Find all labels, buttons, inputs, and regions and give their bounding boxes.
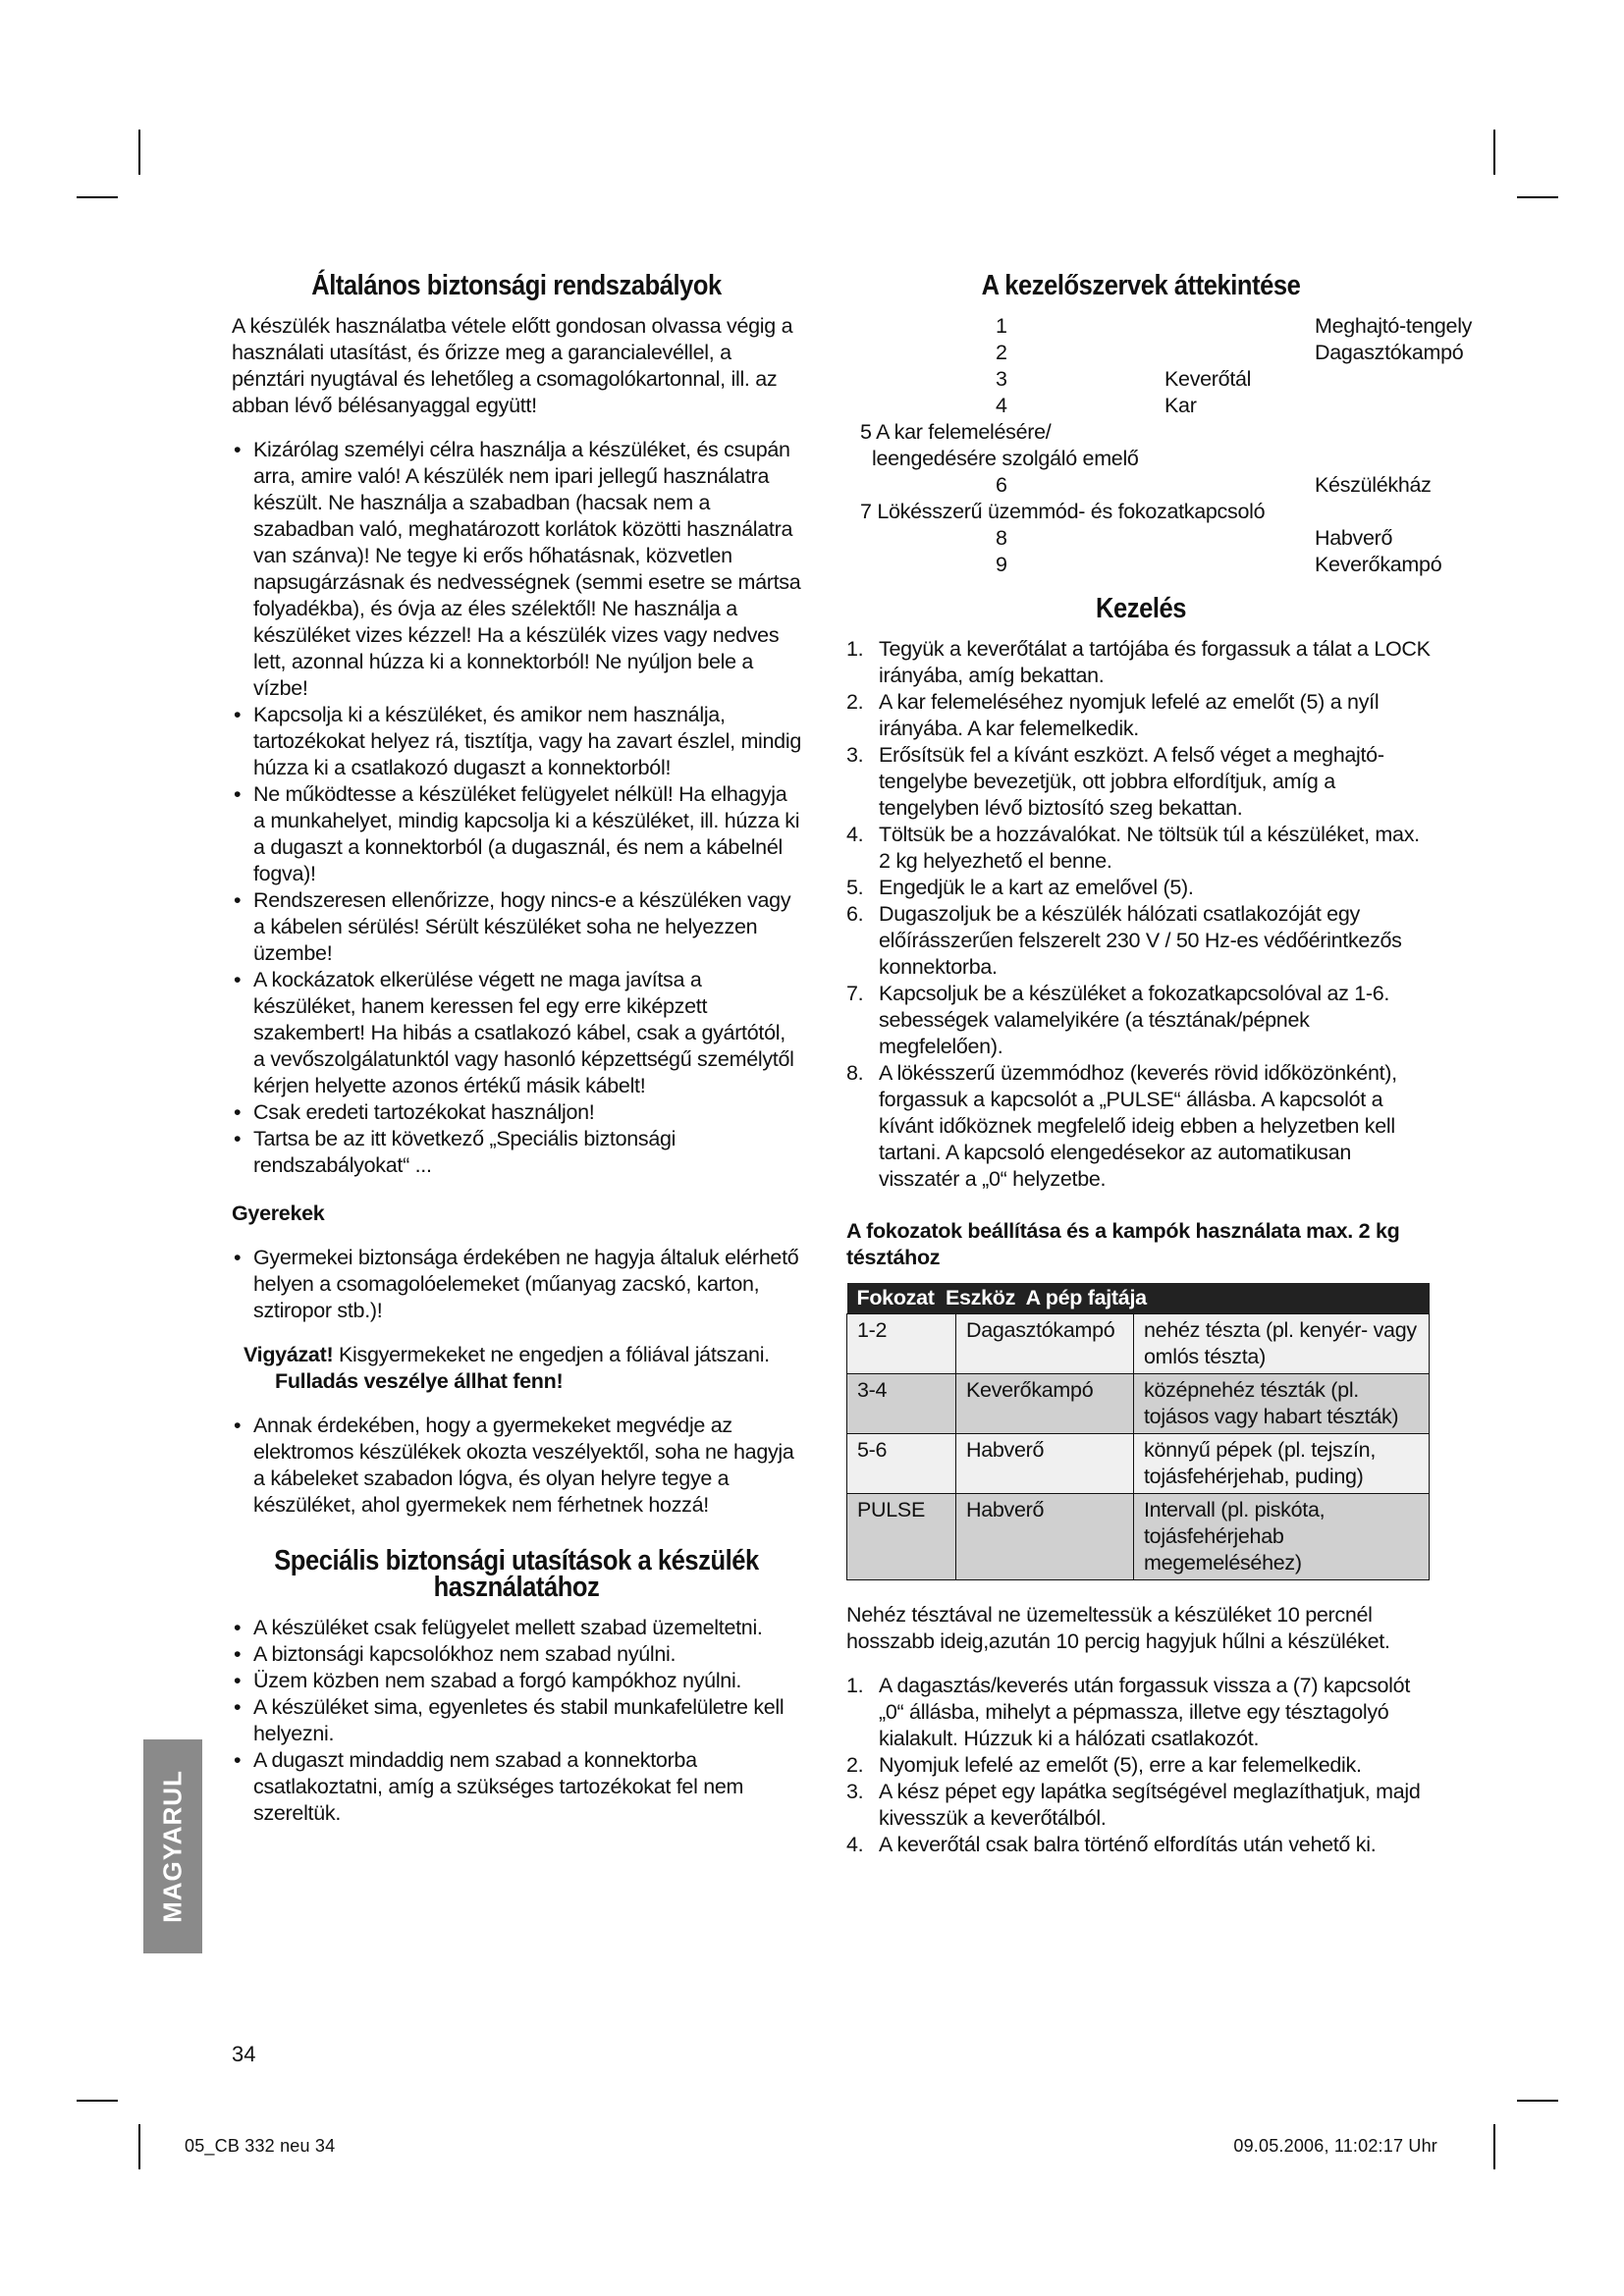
control-number: 4 bbox=[996, 394, 1007, 417]
control-number: 6 bbox=[996, 473, 1007, 497]
table-caption: A fokozatok beállítása és a kampók használata max. 2 kg tésztához bbox=[846, 1219, 1400, 1269]
table-cell: nehéz tészta (pl. kenyér- vagy omlós tészta) bbox=[1134, 1314, 1430, 1374]
operation-heading: Kezelés bbox=[1096, 593, 1186, 624]
right-column bbox=[846, 270, 1473, 1876]
table-cell: 1-2 bbox=[847, 1314, 956, 1374]
list-item bbox=[846, 1752, 1435, 1779]
step-number: 3. bbox=[846, 1780, 864, 1803]
table-header-row bbox=[847, 1283, 1430, 1314]
children-list bbox=[232, 1245, 801, 1324]
table-row bbox=[847, 1494, 1430, 1580]
table-cell: középnehéz tészták (pl. tojásos vagy habart tészták) bbox=[1134, 1374, 1430, 1434]
table-cell: Habverő bbox=[956, 1494, 1134, 1580]
control-label: Keverőtál bbox=[1164, 367, 1252, 391]
step-number: 8. bbox=[846, 1061, 864, 1085]
step-number: 2. bbox=[846, 1753, 864, 1777]
list-item bbox=[846, 1832, 1435, 1858]
list-item bbox=[846, 901, 1435, 981]
step-number: 7. bbox=[846, 982, 864, 1005]
footer-file-label: 05_CB 332 neu 34 bbox=[185, 2136, 336, 2156]
list-item bbox=[846, 1779, 1435, 1832]
list-item: • Ne működtesse a készüléket felügyelet nélkül! Ha elhagyja a munkahelyet, mindig kapcsolja ki a készüléket, ill. húzza ki a dugaszt a konnektorból (a dugasznál, és nem a kábelnél fogva)! bbox=[232, 781, 801, 887]
table-cell: Habverő bbox=[956, 1434, 1134, 1494]
list-item bbox=[846, 1673, 1435, 1752]
table-row bbox=[847, 1434, 1430, 1494]
step-text: A keverőtál csak balra történő elfordítás után vehető ki. bbox=[879, 1833, 1377, 1856]
table-cell: könnyű pépek (pl. tejszín, tojásfehérjehab, puding) bbox=[1134, 1434, 1430, 1494]
control-label: 7 Lökésszerű üzemmód- és fokozatkapcsoló bbox=[860, 500, 1266, 523]
header-cell: Eszköz bbox=[945, 1286, 1016, 1309]
control-item bbox=[846, 499, 1435, 525]
warning-label: Vigyázat! bbox=[244, 1343, 334, 1366]
control-item bbox=[846, 419, 1435, 446]
crop-mark bbox=[77, 196, 118, 198]
list-item bbox=[846, 822, 1435, 875]
step-text: Nyomjuk lefelé az emelőt (5), erre a kar felemelkedik. bbox=[879, 1753, 1362, 1777]
general-safety-heading: Általános biztonsági rendszabályok bbox=[311, 270, 722, 301]
control-item bbox=[846, 313, 1473, 340]
step-number: 3. bbox=[846, 743, 864, 767]
children-heading: Gyerekek bbox=[232, 1201, 325, 1225]
note-paragraph: Nehéz tésztával ne üzemeltessük a készüléket 10 percnél hosszabb ideig,azután 10 percig hagyjuk hűlni a készüléket. bbox=[846, 1603, 1390, 1653]
control-item bbox=[846, 446, 1435, 472]
special-safety-heading: Speciális biztonsági utasítások a készülék használatához bbox=[274, 1545, 759, 1603]
safety-list bbox=[232, 437, 801, 1179]
list-item: • Kizárólag személyi célra használja a készüléket, és csupán arra, amire való! A készülék nem ipari jellegű használatra készült. Ne használja a szabadban (hacsak nem a szabadban való, meghatározott korlátok közötti használatra van szánva)! Ne tegye ki erős hőhatásnak, közvetlen napsugárzásnak és nedvességnek (semmi esetre se mártsa folyadékba), és óvja az éles szélektől! Ne használja a készüléket vizes kézzel! Ha a készülék vizes vagy nedves lett, azonnal húzza ki a konnektorból! Ne nyúljon bele a vízbe! bbox=[232, 437, 801, 702]
control-label: Kar bbox=[1164, 394, 1197, 417]
table-cell: 5-6 bbox=[847, 1434, 956, 1494]
speed-table bbox=[846, 1283, 1430, 1580]
control-number: 1 bbox=[996, 314, 1007, 338]
control-number: 9 bbox=[996, 553, 1007, 576]
crop-mark bbox=[1517, 2100, 1558, 2102]
crop-mark bbox=[1517, 196, 1558, 198]
warning-text: Kisgyermekeket ne engedjen a fóliával játszani. bbox=[339, 1343, 770, 1366]
language-tab-label: MAGYARUL bbox=[157, 1770, 188, 1923]
warning-danger: Fulladás veszélye állhat fenn! bbox=[275, 1369, 564, 1393]
intro-paragraph: A készülék használatba vétele előtt gondosan olvassa végig a használati utasítást, és őrizze meg a garancialevéllel, a pénztári nyugtával és lehetőleg a csomagolókartonnal, ill. az abban lévő bélésanyaggal együtt! bbox=[232, 314, 793, 417]
control-label: leengedésére szolgáló emelő bbox=[872, 447, 1139, 470]
step-text: A lökésszerű üzemmódhoz (keverés rövid időközönként), forgassuk a kapcsolót a „PULSE“ állásba. A kapcsolót a kívánt időköznek megfelelő ideig ebben a helyzetben kell tartani. A kapcsoló elengedésekor az automatikusan visszatér a „0“ helyzetbe. bbox=[879, 1061, 1397, 1191]
crop-mark bbox=[138, 2124, 140, 2169]
step-text: A kar felemeléséhez nyomjuk lefelé az emelőt (5) a nyíl irányába. A kar felemelkedik. bbox=[879, 690, 1380, 740]
control-label: Meghajtó-tengely bbox=[1315, 314, 1473, 338]
step-number: 2. bbox=[846, 690, 864, 714]
operation-steps bbox=[846, 636, 1435, 1193]
table-row bbox=[847, 1314, 1430, 1374]
step-number: 1. bbox=[846, 637, 864, 661]
step-text: Töltsük be a hozzávalókat. Ne töltsük túl a készüléket, max. 2 kg helyezhető el benne. bbox=[879, 823, 1420, 873]
table-row bbox=[847, 1374, 1430, 1434]
step-text: A kész pépet egy lapátka segítségével meglazíthatjuk, majd kivesszük a keverőtálból. bbox=[879, 1780, 1421, 1830]
left-column bbox=[232, 270, 801, 1844]
crop-mark bbox=[1493, 2124, 1495, 2169]
table-cell: Intervall (pl. piskóta, tojásfehérjehab megemeléséhez) bbox=[1134, 1494, 1430, 1580]
control-item bbox=[846, 472, 1435, 499]
table-cell: Keverőkampó bbox=[956, 1374, 1134, 1434]
step-text: Dugaszoljuk be a készülék hálózati csatlakozóját egy előírásszerűen felszerelt 230 V / 50 Hz-es védőérintkezős konnektorba. bbox=[879, 902, 1402, 979]
list-item: • A dugaszt mindaddig nem szabad a konnektorba csatlakoztatni, amíg a szükséges tartozékokat fel nem szereltük. bbox=[232, 1747, 801, 1827]
step-number: 4. bbox=[846, 1833, 864, 1856]
controls-list bbox=[846, 313, 1473, 578]
control-item bbox=[846, 525, 1435, 552]
step-text: Erősítsük fel a kívánt eszközt. A felső véget a meghajtó-tengelybe bevezetjük, ott jobbra elfordítjuk, amíg a tengelyben lévő biztosító szeg bekattan. bbox=[879, 743, 1384, 820]
control-item bbox=[846, 340, 1464, 366]
list-item: • Üzem közben nem szabad a forgó kampókhoz nyúlni. bbox=[232, 1668, 801, 1694]
control-item bbox=[846, 393, 1435, 419]
list-item bbox=[846, 636, 1435, 689]
warning-box bbox=[232, 1342, 801, 1395]
special-list bbox=[232, 1615, 801, 1827]
list-item bbox=[846, 689, 1435, 742]
control-label: Habverő bbox=[1315, 526, 1393, 550]
list-item bbox=[846, 981, 1435, 1060]
list-item: • A biztonsági kapcsolókhoz nem szabad nyúlni. bbox=[232, 1641, 801, 1668]
step-text: A dagasztás/keverés után forgassuk vissza a (7) kapcsolót „0“ állásba, mihelyt a pépmassza, illetve egy tésztagolyó kialakult. Húzzuk ki a hálózati csatlakozót. bbox=[879, 1674, 1410, 1750]
control-number: 8 bbox=[996, 526, 1007, 550]
list-item: • Gyermekei biztonsága érdekében ne hagyja általuk elérhető helyen a csomagolóelemeket (műanyag zacskó, karton, sztiropor stb.)! bbox=[232, 1245, 801, 1324]
table-header bbox=[847, 1283, 1430, 1314]
header-cell: A pép fajtája bbox=[1025, 1286, 1147, 1309]
list-item: • Kapcsolja ki a készüléket, és amikor nem használja, tartozékokat helyez rá, tisztítja, vagy ha zavart észlel, mindig húzza ki a csatlakozó dugaszt a konnektorból! bbox=[232, 702, 801, 781]
list-item: • Csak eredeti tartozékokat használjon! bbox=[232, 1099, 801, 1126]
control-label: Készülékház bbox=[1315, 473, 1432, 497]
list-item bbox=[846, 1060, 1435, 1193]
list-item bbox=[846, 742, 1435, 822]
control-label: Keverőkampó bbox=[1315, 553, 1442, 576]
control-item bbox=[846, 366, 1435, 393]
after-steps bbox=[846, 1673, 1435, 1858]
list-item: • A készüléket sima, egyenletes és stabil munkafelületre kell helyezni. bbox=[232, 1694, 801, 1747]
list-item: • A kockázatok elkerülése végett ne maga javítsa a készüléket, hanem keressen fel egy erre kiképzett szakembert! Ha hibás a csatlakozó kábel, csak a gyártótól, a vevőszolgálatunktól vagy hasonló képzettségű személytől kérjen helyette azonos értékű másik kábelt! bbox=[232, 967, 801, 1099]
controls-heading: A kezelőszervek áttekintése bbox=[981, 270, 1301, 301]
control-number: 2 bbox=[996, 341, 1007, 364]
list-item bbox=[846, 875, 1435, 901]
step-text: Tegyük a keverőtálat a tartójába és forgassuk a tálat a LOCK irányába, amíg bekattan. bbox=[879, 637, 1431, 687]
control-label: Dagasztókampó bbox=[1315, 341, 1464, 364]
step-number: 5. bbox=[846, 876, 864, 899]
list-item: • Tartsa be az itt következő „Speciális biztonsági rendszabályokat“ ... bbox=[232, 1126, 801, 1179]
step-text: Engedjük le a kart az emelővel (5). bbox=[879, 876, 1194, 899]
table-cell: 3-4 bbox=[847, 1374, 956, 1434]
table-cell: Dagasztókampó bbox=[956, 1314, 1134, 1374]
table-cell: PULSE bbox=[847, 1494, 956, 1580]
step-number: 4. bbox=[846, 823, 864, 846]
crop-mark bbox=[138, 130, 140, 175]
control-label: 5 A kar felemelésére/ bbox=[860, 420, 1052, 444]
footer-timestamp: 09.05.2006, 11:02:17 Uhr bbox=[1233, 2136, 1437, 2156]
step-number: 1. bbox=[846, 1674, 864, 1697]
step-text: Kapcsoljuk be a készüléket a fokozatkapcsolóval az 1-6. sebességek valamelyikére (a tésztának/pépnek megfelelően). bbox=[879, 982, 1390, 1058]
list-item: • Rendszeresen ellenőrizze, hogy nincs-e a készüléken vagy a kábelen sérülés! Sérült készüléket soha ne helyezzen üzembe! bbox=[232, 887, 801, 967]
page-number: 34 bbox=[232, 2042, 256, 2066]
list-item: • Annak érdekében, hogy a gyermekeket megvédje az elektromos készülékek okozta veszélyektől, soha ne hagyja a kábeleket szabadon lógva, és olyan helyre tegye a készüléket, ahol gyermekek nem férhetnek hozzá! bbox=[232, 1413, 801, 1519]
crop-mark bbox=[1493, 130, 1495, 175]
header-cell: Fokozat bbox=[856, 1286, 935, 1309]
step-number: 6. bbox=[846, 902, 864, 926]
crop-mark bbox=[77, 2100, 118, 2102]
list-item: • A készüléket csak felügyelet mellett szabad üzemeltetni. bbox=[232, 1615, 801, 1641]
control-item bbox=[846, 552, 1442, 578]
children-list-2 bbox=[232, 1413, 801, 1519]
control-number: 3 bbox=[996, 367, 1007, 391]
